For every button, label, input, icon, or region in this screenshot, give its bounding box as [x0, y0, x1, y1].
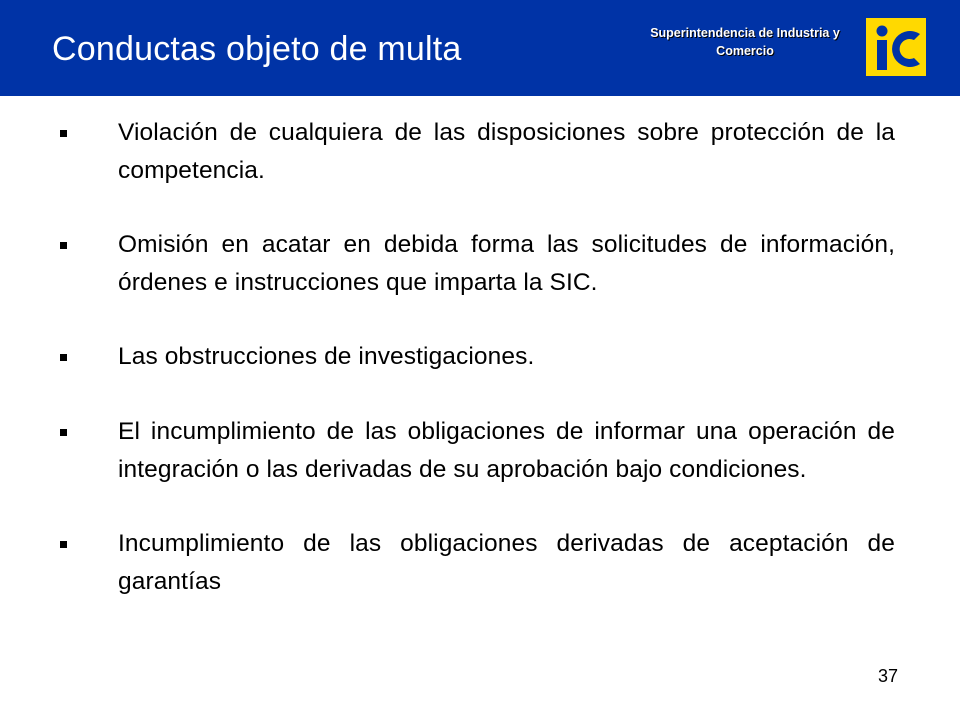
square-bullet-icon: [60, 413, 118, 451]
square-bullet-icon: [60, 226, 118, 264]
bullet-text: El incumplimiento de las obligaciones de informar una operación de integración o las derivadas de su aprobación bajo condiciones.: [118, 418, 895, 483]
sic-logo-icon: [866, 18, 926, 76]
list-item: [60, 525, 895, 600]
square-bullet-icon: [60, 114, 118, 152]
slide-title: Conductas objeto de multa: [52, 30, 462, 68]
list-item: [60, 338, 895, 376]
list-item: [60, 226, 895, 301]
bullet-text: Las obstrucciones de investigaciones.: [118, 343, 535, 370]
list-item: [60, 413, 895, 488]
list-item: [60, 114, 895, 189]
agency-name: [640, 24, 850, 60]
slide-header: [0, 0, 960, 96]
sic-logo: [866, 18, 926, 76]
page-number: 37: [878, 666, 899, 686]
bullet-text: Violación de cualquiera de las disposiciones sobre protección de la competencia.: [118, 119, 895, 184]
bullet-list: [60, 114, 895, 637]
bullet-text: Incumplimiento de las obligaciones derivadas de aceptación de garantías: [118, 530, 895, 595]
square-bullet-icon: [60, 525, 118, 563]
bullet-text: Omisión en acatar en debida forma las solicitudes de información, órdenes e instrucciones que imparta la SIC.: [118, 231, 895, 296]
agency-name-line1: Superintendencia de Industria y: [650, 26, 840, 40]
agency-name-line2: Comercio: [716, 44, 774, 58]
square-bullet-icon: [60, 338, 118, 376]
